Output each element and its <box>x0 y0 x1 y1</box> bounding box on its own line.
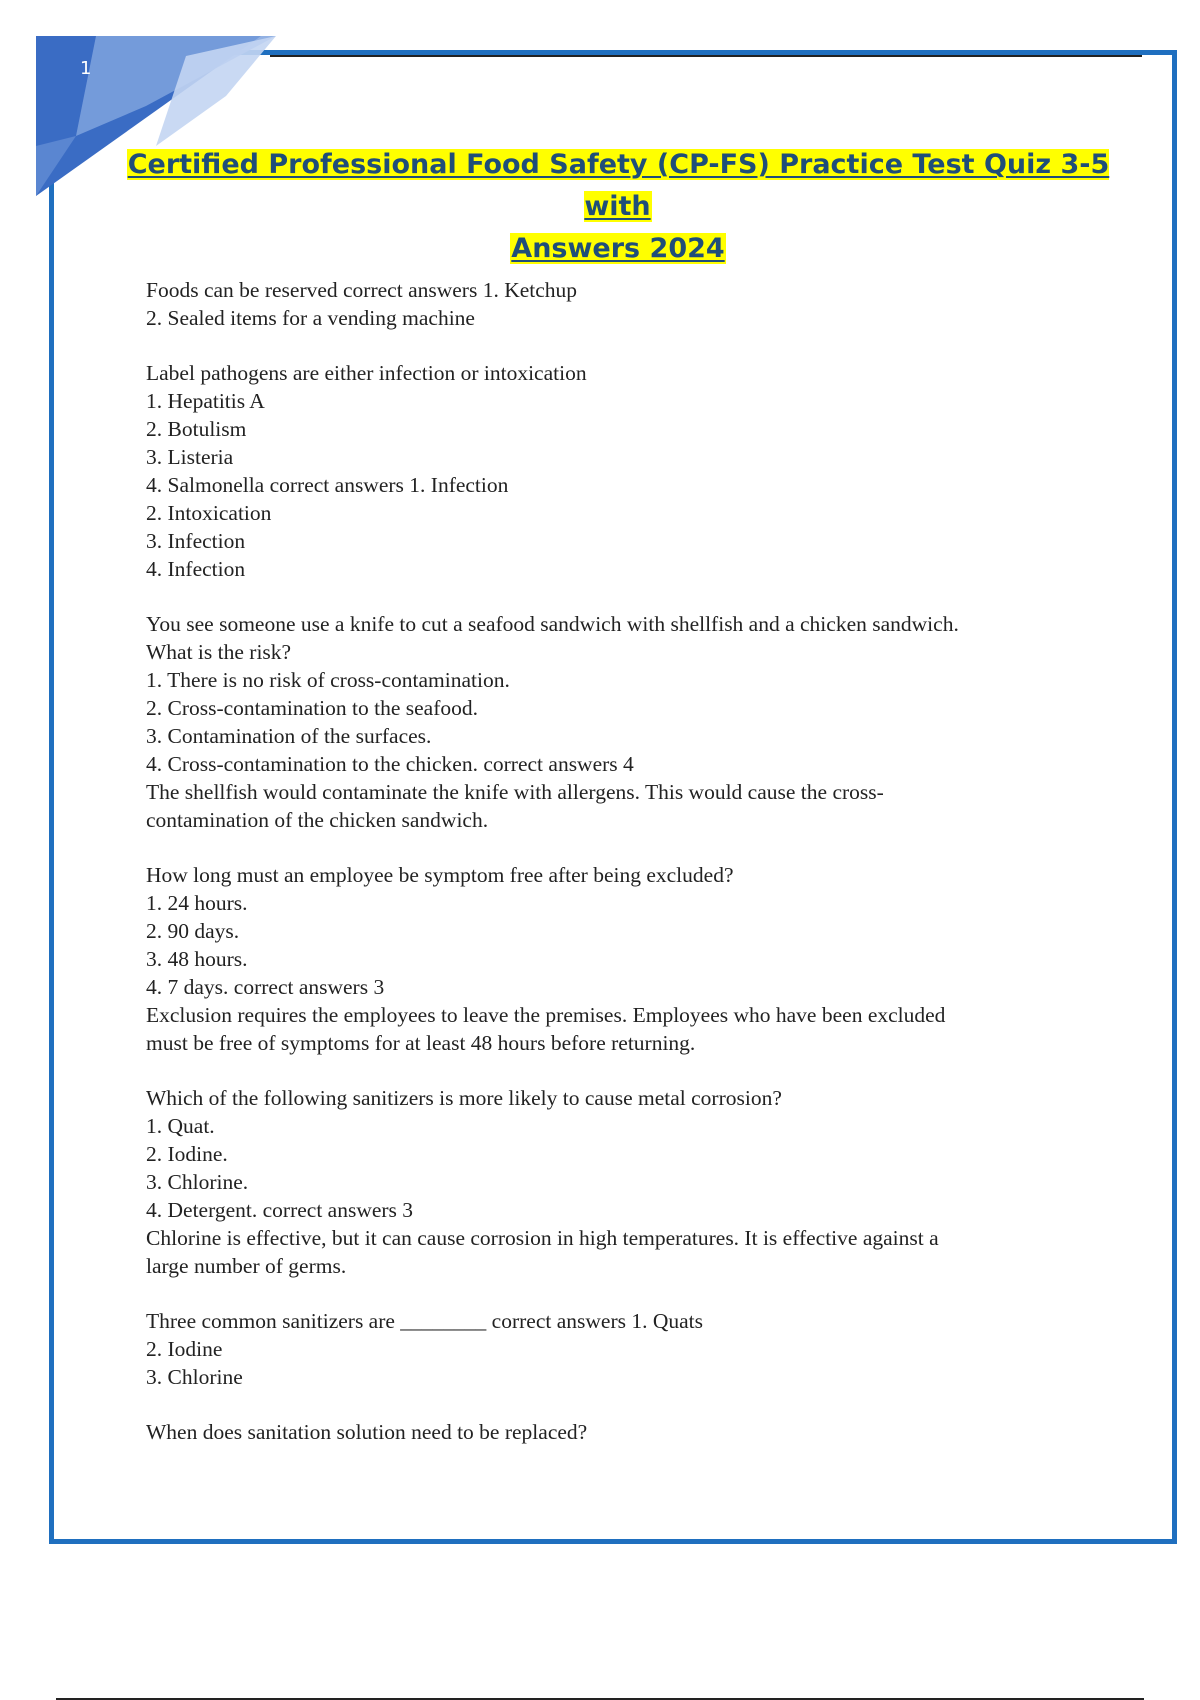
answer-line: 4. Infection <box>146 557 246 581</box>
option-line: 2. 90 days. <box>146 919 240 943</box>
option-line: 4. Cross-contamination to the chicken. correct answers 4 <box>146 752 634 776</box>
option-line: 4. Detergent. correct answers 3 <box>146 1198 414 1222</box>
answer-line: 3. Chlorine <box>146 1365 243 1389</box>
explanation-line: The shellfish would contaminate the knife with allergens. This would cause the cross- <box>146 780 884 804</box>
explanation-line: Exclusion requires the employees to leave the premises. Employees who have been excluded <box>146 1003 946 1027</box>
title-line-2: Answers 2024 <box>511 233 725 264</box>
option-line: 2. Iodine. <box>146 1142 228 1166</box>
answer-line: 2. Iodine <box>146 1337 223 1361</box>
question-block-7 <box>146 1418 1086 1446</box>
answer-line: 2. Sealed items for a vending machine <box>146 306 475 330</box>
question-block-2 <box>146 359 1086 583</box>
option-line: 2. Cross-contamination to the seafood. <box>146 696 478 720</box>
question-line: Foods can be reserved correct answers 1. Ketchup <box>146 278 578 302</box>
question-block-4 <box>146 861 1086 1057</box>
explanation-line: must be free of symptoms for at least 48 hours before returning. <box>146 1031 696 1055</box>
option-line: 1. Quat. <box>146 1114 215 1138</box>
explanation-line: contamination of the chicken sandwich. <box>146 808 489 832</box>
option-line: 1. There is no risk of cross-contamination. <box>146 668 510 692</box>
question-line: Which of the following sanitizers is more likely to cause metal corrosion? <box>146 1086 782 1110</box>
option-line: 2. Botulism <box>146 417 247 441</box>
explanation-line: large number of germs. <box>146 1254 347 1278</box>
question-line: Label pathogens are either infection or intoxication <box>146 361 587 385</box>
option-line: 4. 7 days. correct answers 3 <box>146 975 385 999</box>
explanation-line: Chlorine is effective, but it can cause corrosion in high temperatures. It is effective against a <box>146 1226 939 1250</box>
question-line: When does sanitation solution need to be replaced? <box>146 1420 588 1444</box>
question-block-1 <box>146 276 1086 332</box>
option-line: 3. 48 hours. <box>146 947 248 971</box>
option-line: 3. Contamination of the surfaces. <box>146 724 432 748</box>
question-line: Three common sanitizers are ________ correct answers 1. Quats <box>146 1309 704 1333</box>
answer-line: 3. Infection <box>146 529 246 553</box>
page-number: 1 <box>80 58 92 79</box>
title-line-1: Certified Professional Food Safety (CP-FS) Practice Test Quiz 3-5 with <box>127 149 1110 222</box>
question-line: What is the risk? <box>146 640 292 664</box>
option-line: 3. Listeria <box>146 445 234 469</box>
option-line: 3. Chlorine. <box>146 1170 249 1194</box>
header-rule <box>270 55 1142 57</box>
question-line: You see someone use a knife to cut a seafood sandwich with shellfish and a chicken sandwich. <box>146 612 959 636</box>
document-title <box>120 144 1116 270</box>
option-line: 4. Salmonella correct answers 1. Infection <box>146 473 509 497</box>
question-block-5 <box>146 1084 1086 1280</box>
option-line: 1. Hepatitis A <box>146 389 265 413</box>
question-line: How long must an employee be symptom free after being excluded? <box>146 863 734 887</box>
question-list <box>146 276 1086 1473</box>
question-block-6 <box>146 1307 1086 1391</box>
option-line: 1. 24 hours. <box>146 891 248 915</box>
answer-line: 2. Intoxication <box>146 501 272 525</box>
question-block-3 <box>146 610 1086 834</box>
